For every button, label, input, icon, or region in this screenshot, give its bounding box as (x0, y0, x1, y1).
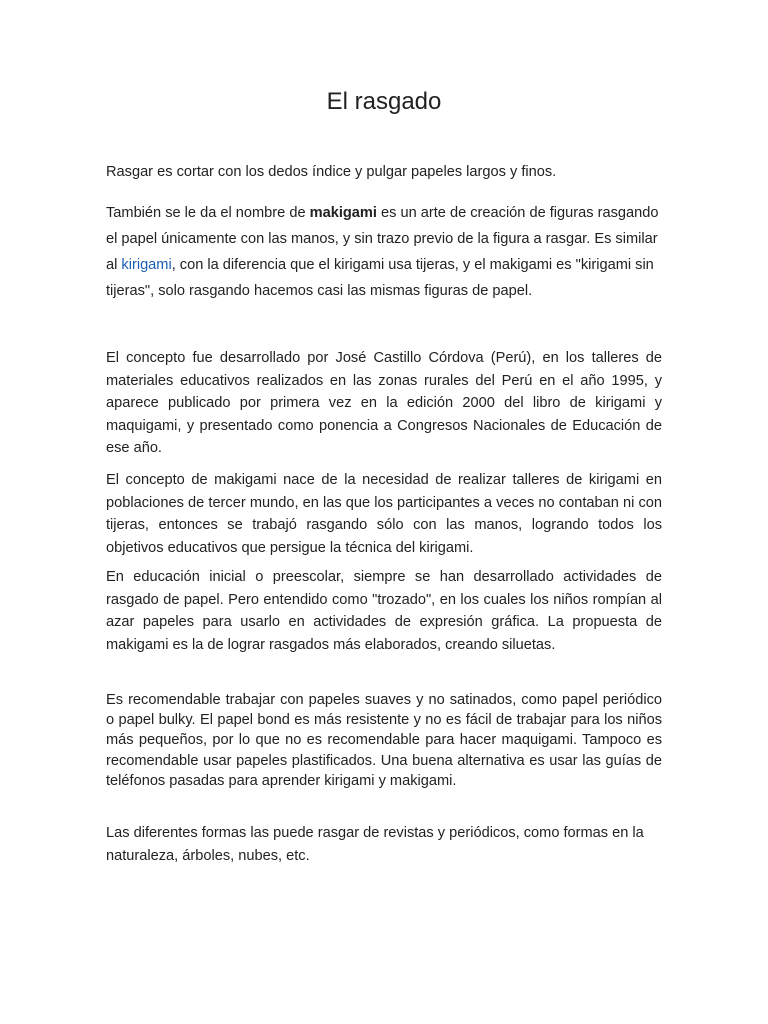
concept-paragraph-1: El concepto fue desarrollado por José Castillo Córdova (Perú), en los talleres de materiales educativos realizados en las zonas rurales del Perú en el año 1995, y aparece publicado por primera vez en la edición 2000 del libro de kirigami y maquigami, y presentado como ponencia a Congresos Nacionales de Educación de ese año. (106, 350, 662, 456)
education-paragraph: En educación inicial o preescolar, siempre se han desarrollado actividades de rasgado de papel. Pero entendido como "trozado", en los cuales los niños rompían al azar papeles para usarlo en actividades de expresión gráfica. La propuesta de makigami es la de lograr rasgados más elaborados, creando siluetas. (106, 569, 662, 653)
concept-paragraph-2: El concepto de makigami nace de la necesidad de realizar talleres de kirigami en poblaciones de tercer mundo, en las que los participantes a veces no contaban ni con tijeras, entonces se trabajó rasgando sólo con las manos, logrando todos los objetivos educativos que persigue la técnica del kirigami. (106, 472, 662, 556)
makigami-bold-term: makigami (309, 205, 377, 221)
intro-paragraph: Rasgar es cortar con los dedos índice y pulgar papeles largos y finos. (106, 164, 557, 180)
forms-paragraph: Las diferentes formas las puede rasgar de revistas y periódicos, como formas en la naturaleza, árboles, nubes, etc. (106, 825, 644, 864)
kirigami-link[interactable]: kirigami (121, 257, 172, 273)
page-title: El rasgado (326, 88, 442, 115)
makigami-text-part3: , con la diferencia que el kirigami usa tijeras, y el makigami es "kirigami sin tijeras", solo rasgando hacemos casi las mismas figuras de papel. (106, 257, 654, 299)
papers-paragraph: Es recomendable trabajar con papeles suaves y no satinados, como papel periódico o papel bulky. El papel bond es más resistente y no es fácil de trabajar para los niños más pequeños, por lo que no es recomendable para hacer maquigami. Tampoco es recomendable usar papeles plastificados. Una buena alternativa es usar las guías de teléfonos pasadas para aprender kirigami y makigami. (106, 692, 662, 789)
makigami-text-part2: es un arte de creación de figuras rasgando el papel únicamente con las manos, y sin trazo previo de la figura a rasgar. Es similar al (106, 205, 659, 273)
makigami-text-part1: También se le da el nombre de (106, 205, 310, 221)
makigami-paragraph (106, 200, 662, 304)
